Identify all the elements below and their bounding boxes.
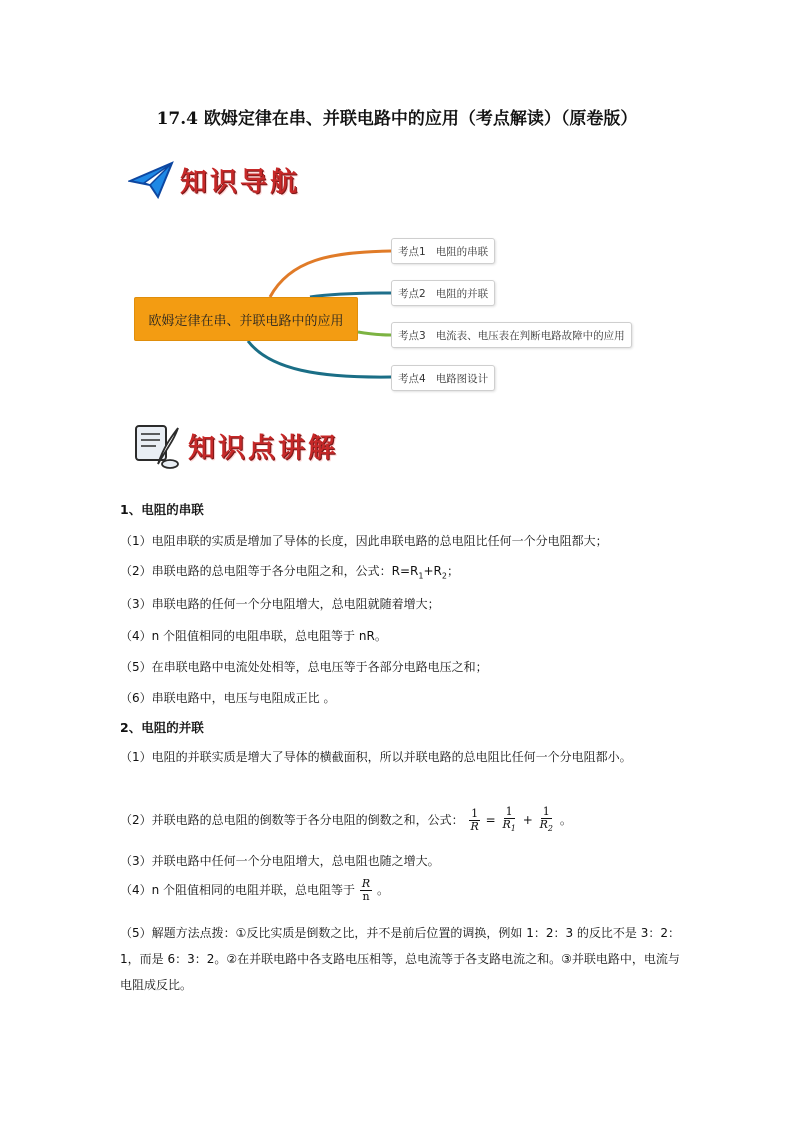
numerator: R (361, 877, 371, 890)
mind-map-node-3 (391, 322, 632, 348)
denominator: n (362, 890, 370, 903)
node-number: 考点2 (398, 287, 426, 300)
branch-4 (248, 341, 391, 377)
node-label: 电路图设计 (435, 372, 489, 385)
denominator: R (470, 820, 479, 834)
subscript: 2 (547, 824, 553, 834)
formula-end: ； (446, 564, 459, 578)
branch-1 (270, 251, 391, 297)
formula-end: 。 (377, 883, 390, 897)
denominator (500, 819, 517, 835)
section-2-item-1: （1）电阻的并联实质是增大了导体的横截面积，所以并联电路的总电阻比任何一个分电阻都小。 (120, 750, 632, 764)
section-2-item-3: （3）并联电路中任何一个分电阻增大，总电阻也随之增大。 (120, 854, 440, 868)
section-2-heading: 2、电阻的并联 (120, 720, 204, 735)
item-text: （4）n 个阻值相同的电阻并联，总电阻等于 (120, 883, 356, 897)
knowledge-nav-banner (128, 160, 300, 199)
node-number: 考点4 (398, 372, 426, 385)
node-label: 电阻的并联 (435, 287, 489, 300)
mind-map-root: 欧姆定律在串、并联电路中的应用 (134, 297, 358, 341)
item-text: （2）并联电路的总电阻的倒数等于各分电阻的倒数之和，公式： (120, 813, 464, 828)
knowledge-points-heading: 知识点讲解 (188, 432, 338, 464)
fraction-r1 (500, 806, 517, 835)
numerator: 1 (542, 805, 550, 818)
formula-end: 。 (559, 813, 572, 828)
denominator-letter: R (502, 818, 511, 831)
denominator-letter: R (539, 818, 548, 831)
subscript: 1 (510, 824, 516, 834)
section-1-item-1: （1）电阻串联的实质是增加了导体的长度，因此串联电路的总电阻比任何一个分电阻都大； (120, 534, 608, 548)
mind-map-node-4 (391, 365, 495, 391)
mind-map-node-2 (391, 280, 495, 306)
section-1-heading: 1、电阻的串联 (120, 502, 204, 517)
node-label: 电流表、电压表在判断电路故障中的应用 (435, 329, 625, 342)
scroll-quill-icon (128, 420, 182, 470)
node-label: 电阻的串联 (435, 245, 489, 258)
section-1-item-4: （4）n 个阻值相同的电阻串联，总电阻等于 nR。 (120, 629, 387, 643)
numerator: 1 (471, 807, 479, 821)
subscript: 2 (441, 571, 447, 581)
section-1-item-5: （5）在串联电路中电流处处相等，总电压等于各部分电路电压之和； (120, 660, 488, 674)
fraction-r2 (538, 806, 555, 835)
mind-map-node-1 (391, 238, 495, 264)
page-title: 17.4 欧姆定律在串、并联电路中的应用（考点解读）（原卷版） (156, 109, 638, 129)
item-text: （2）串联电路的总电阻等于各分电阻之和，公式：R=R (120, 564, 419, 578)
formula-part: +R (423, 564, 442, 578)
knowledge-points-banner (128, 420, 338, 470)
section-2-item-4 (120, 878, 389, 903)
section-1-item-2 (120, 562, 459, 580)
denominator (538, 819, 555, 835)
branch-3 (358, 332, 391, 335)
section-1-item-3: （3）串联电路的任何一个分电阻增大，总电阻就随着增大； (120, 597, 440, 611)
numerator: 1 (505, 805, 513, 818)
subscript: 1 (418, 571, 424, 581)
fraction-r-over-n (360, 878, 372, 903)
paper-plane-icon (128, 161, 174, 199)
section-2-item-2 (120, 806, 572, 835)
node-number: 考点1 (398, 245, 426, 258)
knowledge-nav-heading: 知识导航 (180, 167, 300, 198)
section-2-item-5: （5）解题方法点拨：①反比实质是倒数之比，并不是前后位置的调换，例如 1：2：3 的反比不是 3：2：1，而是 6：3：2。②在并联电路中各支路电压相等，总电流等于各支路电流之和。③并联电路中，电流与电阻成反比。 (120, 926, 681, 992)
plus-sign: + (522, 813, 533, 828)
equals-sign: = (485, 813, 496, 828)
mind-map (0, 230, 794, 400)
section-1-item-6: （6）串联电路中，电压与电阻成正比 。 (120, 691, 336, 705)
node-number: 考点3 (398, 329, 426, 342)
fraction-total (468, 808, 480, 833)
